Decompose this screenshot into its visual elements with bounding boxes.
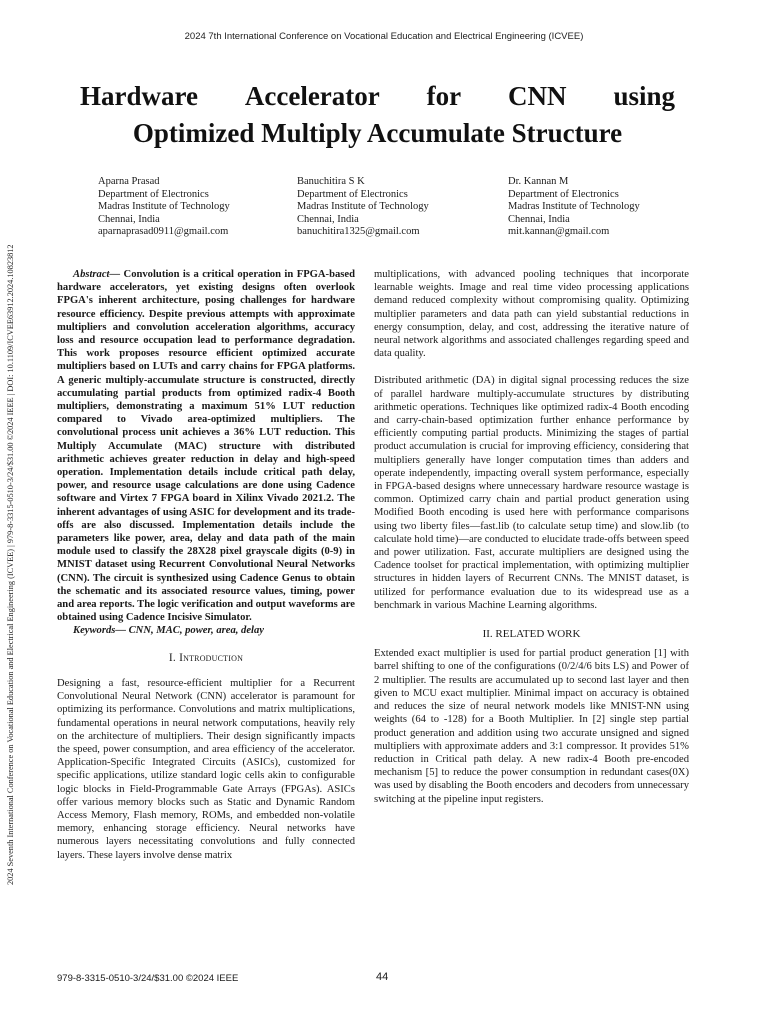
paper-title [80, 78, 675, 152]
side-identifier-text: 2024 Seventh International Conference on Vocational Education and Electrical Engineering (ICVEE) | 979-8-3315-0510-3/24/$31.00 ©2024 IEEE | DOI: 10.1109/ICVEE63912.2024.10823812 [6, 244, 15, 885]
author-inst: Madras Institute of Technology [98, 201, 230, 213]
page-number: 44 [376, 971, 389, 983]
keywords: Keywords— CNN, MAC, power, area, delay [73, 625, 264, 637]
right-column [374, 268, 689, 806]
author-dept: Department of Electronics [297, 188, 408, 200]
author-inst: Madras Institute of Technology [508, 201, 640, 213]
author-dept: Department of Electronics [98, 188, 209, 200]
author-email[interactable]: aparnaprasad0911@gmail.com [98, 226, 229, 238]
author-name: Aparna Prasad [98, 176, 160, 187]
footer-isbn: 979-8-3315-0510-3/24/$31.00 ©2024 IEEE [57, 973, 239, 984]
author-name: Dr. Kannan M [508, 176, 569, 187]
title-word: Hardware [80, 81, 198, 111]
author-block-3 [508, 176, 640, 239]
author-city: Chennai, India [98, 213, 160, 225]
body-paragraph: Distributed arithmetic (DA) in digital signal processing reduces the size of parallel hardware multiply-accumulate structures by distributing arithmetic operations. Techniques like optimized radix-4 Booth encoding and carry-chain-based optimization further enhance performance by efficiently computing partial products. Minimizing the stages of partial product accumulation is crucial for improving efficiency, considering that multipliers generally have longer computation times than adders and operate independently, impacting overall system performance, especially in FPGA-based designs where unnecessary hardware resource wastage is common. Optimized carry chain and partial product generation using Modified Booth encoding is used here with performance comparisons using two liberty files—fast.lib (to calculate setup time) and slow.lib (to calculate hold time)—are conducted to elucidate trade-offs between speed and power utilization. Fast, accurate multipliers are designed using the Cadence toolset for practical implementation, with optimizing multiplier structures in hidden layers of Recurrent CNNs. The MNIST dataset, is utilized for performance evaluation due to its widespread use as a benchmark in various Machine Learning algorithms. [374, 375, 689, 611]
related-work-paragraph: Extended exact multiplier is used for partial product generation [1] with barrel shifting to one of the configurations (0/2/4/6 bits LS) and Power of 2 multiplier. The results are accumulated up to second last layer and then given to MCU exact multiplier. Minimal impact on accuracy is obtained and reduces the size of neural network models like MNIST-NN using weights (64 to -128) for a Booth Multiplier. In [2] single step partial product generation and addition using two accurate unsigned and signed multipliers with approximate adders and 3:1 compressor. It provides 51% reduction in Critical path delay. A new radix-4 Booth pre-encoded mechanism [5] to reduce the power consumption in redundant cases(0X) was used by disabling the Booth encoders and decoders from unnecessary switching at the pipeline input registers. [374, 648, 689, 805]
section-heading-introduction: I. Introduction [168, 651, 244, 664]
author-name: Banuchitira S K [297, 176, 365, 187]
author-email[interactable]: banuchitira1325@gmail.com [297, 226, 420, 238]
author-block-2 [297, 176, 429, 239]
side-doi-strip [6, 135, 18, 885]
author-inst: Madras Institute of Technology [297, 201, 429, 213]
title-word: using [613, 81, 675, 111]
author-city: Chennai, India [297, 213, 359, 225]
abstract [57, 268, 355, 624]
abstract-text: Convolution is a critical operation in FPGA-based hardware accelerators, yet existing designs often overlook FPGA's inherent architecture, posing challenges for hardware resource efficiency. Despite previous attempts with approximate multipliers and convolution acceleration algorithms, accuracy loss and resource occupation lead to performance degradation. This work proposes resource efficient optimized accurate multipliers based on LUTs and carry chains for FPGA platforms. A generic multiply-accumulate structure is constructed, directly accumulating partial products from optimized radix-4 Booth multipliers, demonstrating a maximum 51% LUT reduction compared to Vivado area-optimized multipliers. The convolutional process unit achieves a 36% LUT reduction. This Multiply Accumulate (MAC) structure with distributed arithmetic achieves greater reduction in delay and high-speed operation. Implementation details include critical path delay, power, and resource usage calculations are done using Cadence software and Virtex 7 FPGA board in Xilinx Vivado 2021.2. The inherent advantages of using ASIC for development and its trade-offs are also discussed. Implementation details include the parameters like power, area, delay and data path of the main module used to classify the 28X28 pixel grayscale digits (0-9) in MNIST dataset using Recurrent Convolutional Neural Networks (CNN). The circuit is synthesized using Cadence Genus to obtain the schematic and its associated resource values, timing, power and area reports. The logic verification and output waveforms are obtained using Cadence Incisive Simulator. [57, 269, 355, 624]
title-word: Accelerator [244, 81, 380, 111]
abstract-lead: Abstract— [73, 269, 121, 280]
conference-header: 2024 7th International Conference on Vocational Education and Electrical Engineering (ICVEE) [184, 31, 584, 42]
author-block-1 [98, 176, 230, 239]
section-heading-related-work: II. RELATED WORK [482, 628, 581, 641]
author-city: Chennai, India [508, 213, 570, 225]
title-word: CNN [508, 81, 567, 111]
author-email[interactable]: mit.kannan@gmail.com [508, 226, 610, 238]
title-line-1 [80, 78, 675, 115]
body-paragraph: multiplications, with advanced pooling techniques that incorporate learnable weights. Image and real time video processing applications demand reduced complexity without compromising quality. Optimizing multiplier parameters and data path can yield substantial reductions in energy consumption, delay, and cost, addressing the iterative nature of neural network algorithms and associated challenges regarding speed and data quality. [374, 269, 689, 360]
author-dept: Department of Electronics [508, 188, 619, 200]
title-line-2: Optimized Multiply Accumulate Structure [132, 118, 623, 148]
intro-paragraph: Designing a fast, resource-efficient multiplier for a Recurrent Convolutional Neural Network (CNN) accelerator is paramount for optimizing its performance. Convolutions and matrix multiplications, fundamental operations in neural network computations, heavily rely on the architecture of multipliers. Their design significantly impacts the speed, power consumption, and area efficiency of the accelerator. Application-Specific Integrated Circuits (ASICs), customized for specific applications, utilize standard logic cells akin to configurable logic blocks in Field-Programmable Gate Arrays (FPGAs). ASICs offer various memory blocks such as Static and Dynamic Random Access Memory, Flash memory, ROMs, and embedded non-volatile memory, enhancing storage efficiency. Neural networks have numerous layers necessitating convolutions and fully connected layers. These layers involve dense matrix [57, 677, 355, 861]
left-column [57, 268, 355, 862]
title-word: for [426, 81, 462, 111]
